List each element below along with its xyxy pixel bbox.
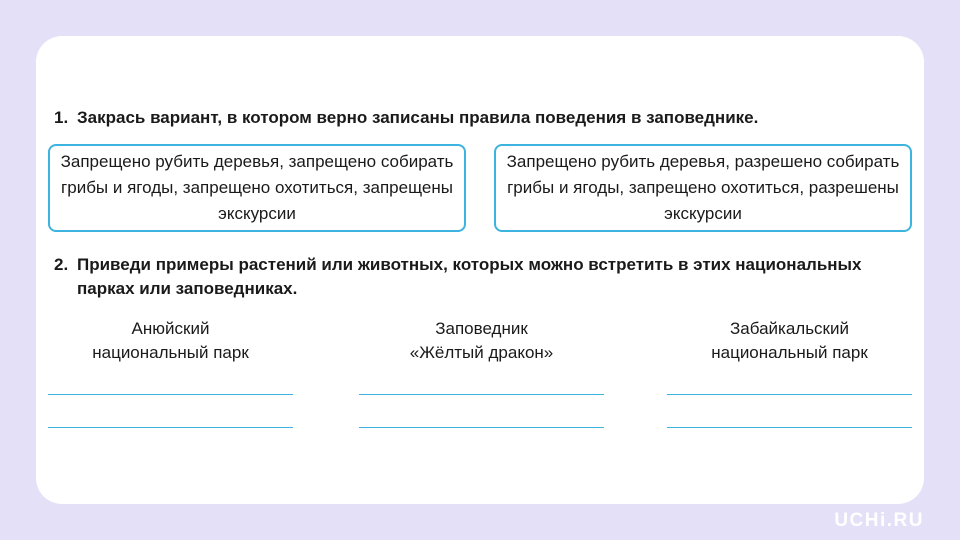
- task-2-number: 2.: [54, 255, 69, 274]
- task-2-question: [54, 253, 894, 301]
- park-anyuysky-label: [48, 317, 293, 365]
- task-1-text: Закрась вариант, в котором верно записаны правила поведения в заповеднике.: [77, 108, 759, 127]
- park-zabaikalsky-line2: национальный парк: [711, 343, 868, 362]
- park-anyuysky-line1: Анюйский: [131, 319, 210, 338]
- park-yellow-dragon-line1: Заповедник: [435, 319, 528, 338]
- answer-option-2[interactable]: Запрещено рубить деревья, разрешено собирать грибы и ягоды, запрещено охотиться, разрешены экскурсии: [494, 144, 912, 232]
- park-zabaikalsky-line1: Забайкальский: [730, 319, 849, 338]
- park-zabaikalsky-label: [667, 317, 912, 365]
- answer-line-anyuysky-1[interactable]: [48, 394, 293, 395]
- park-anyuysky-line2: национальный парк: [92, 343, 249, 362]
- task-1-question: [54, 106, 924, 130]
- answer-option-1[interactable]: Запрещено рубить деревья, запрещено собирать грибы и ягоды, запрещено охотиться, запрещены экскурсии: [48, 144, 466, 232]
- answer-line-yellow-dragon-1[interactable]: [359, 394, 604, 395]
- answer-line-zabaikalsky-1[interactable]: [667, 394, 912, 395]
- park-yellow-dragon-line2: «Жёлтый дракон»: [409, 343, 554, 362]
- uchi-ru-watermark: UCHi.RU: [834, 510, 924, 531]
- answer-line-zabaikalsky-2[interactable]: [667, 427, 912, 428]
- task-2-text: Приведи примеры растений или животных, которых можно встретить в этих национальных парках или заповедниках.: [77, 255, 862, 298]
- task-1-number: 1.: [54, 108, 69, 127]
- answer-line-yellow-dragon-2[interactable]: [359, 427, 604, 428]
- answer-line-anyuysky-2[interactable]: [48, 427, 293, 428]
- park-yellow-dragon-label: [359, 317, 604, 365]
